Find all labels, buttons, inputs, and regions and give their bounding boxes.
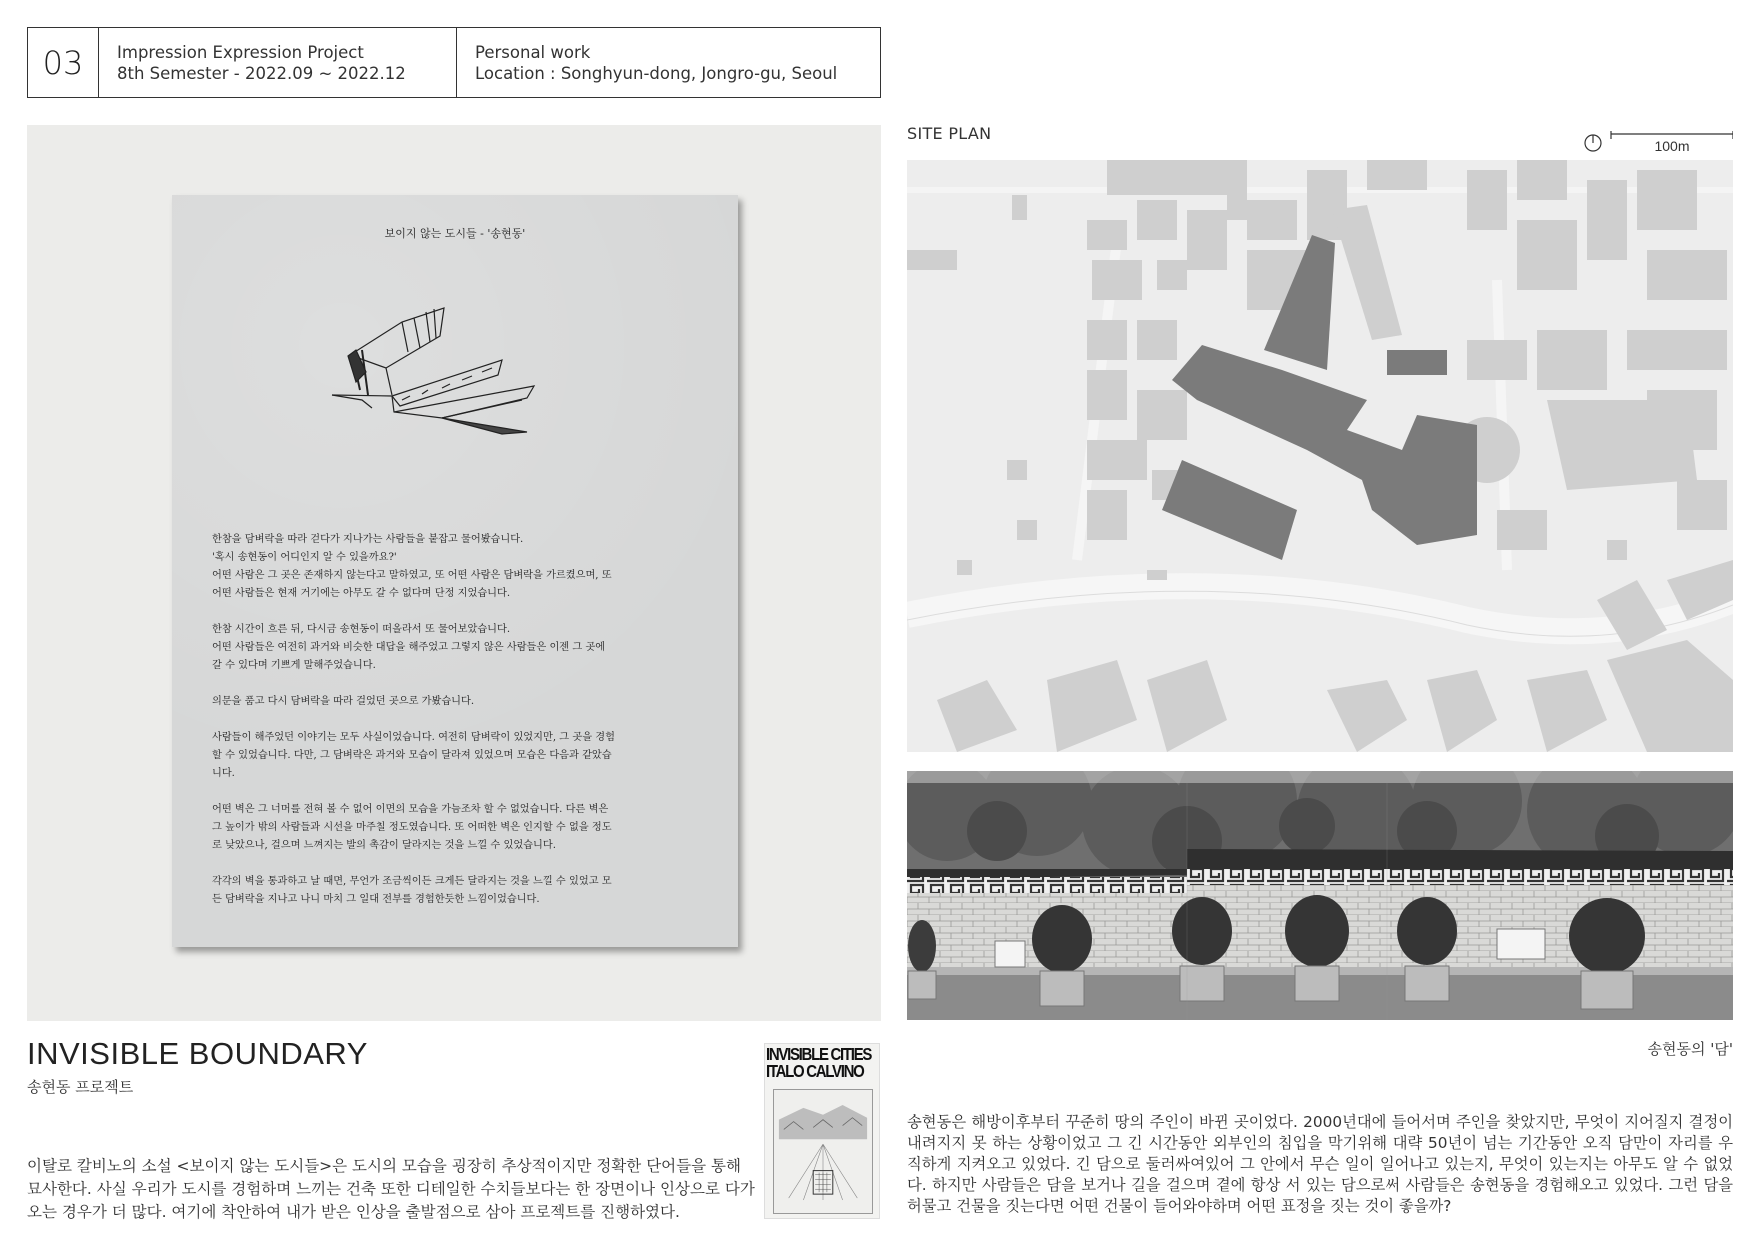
paper-paragraph-6 xyxy=(212,873,708,909)
paper-line: 어떤 사람들은 여전히 과거와 비슷한 대답을 해주었고 그렇지 않은 사람들은 이젠 그 곳에 xyxy=(212,642,606,653)
header-work-info xyxy=(457,28,880,97)
project-number: 03 xyxy=(28,28,99,97)
north-arrow-icon xyxy=(1585,135,1601,151)
header-box xyxy=(27,27,881,98)
book-cover-image xyxy=(764,1043,880,1219)
book-author: ITALO CALVINO xyxy=(766,1062,864,1082)
paper-line: 의문을 품고 다시 담벼락을 따라 걸었던 곳으로 가봤습니다. xyxy=(212,696,475,707)
paper-line: 어떤 사람들은 현재 거기에는 아무도 갈 수 없다며 단정 지었습니다. xyxy=(212,588,511,599)
paper-line: 어떤 벽은 그 너머를 전혀 볼 수 없어 이면의 모습을 가늠조차 할 수 없었습니다. 다른 벽은 xyxy=(212,804,609,815)
header-project-info xyxy=(99,28,457,97)
project-description: 이탈로 칼비노의 소설 <보이지 않는 도시들>은 도시의 모습을 굉장히 추상적이지만 정확한 단어들을 통해 묘사한다. 사실 우리가 도시를 경험하며 느끼는 건축 또한 디테일한 수치들보다는 한 장면이나 인상으로 다가오는 경우가 더 많다. 여기에 착안하여 내가 받은 인상을 출발점으로 삼아 프로젝트를 진행하였다. xyxy=(27,1157,755,1221)
paper-line: 니다. xyxy=(212,768,235,779)
site-plan-label: SITE PLAN xyxy=(907,124,992,143)
paper-line: 그 높이가 밖의 사람들과 시선을 마주칠 정도였습니다. 또 어떠한 벽은 인지할 수 없을 정도 xyxy=(212,822,612,833)
paper-line: 든 담벼락을 지나고 나니 마치 그 일대 전부를 경험한듯한 느낌이었습니다. xyxy=(212,894,540,905)
paper-line: 할 수 있었습니다. 다만, 그 담벼락은 과거와 모습이 달라져 있었으며 모습은 다음과 같았습 xyxy=(212,750,612,761)
semester-period: 8th Semester - 2022.09 ~ 2022.12 xyxy=(117,63,406,83)
paper-body xyxy=(212,531,708,927)
paper-paragraph-5 xyxy=(212,801,708,855)
paper-line: 각각의 벽을 통과하고 날 때면, 무언가 조금씩이든 크게든 달라지는 것을 느낄 수 있었고 모 xyxy=(212,876,612,887)
paper-paragraph-3 xyxy=(212,693,708,711)
site-plan-map xyxy=(907,160,1733,752)
paper-line: 어떤 사람은 그 곳은 존재하지 않는다고 말하였고, 또 어떤 사람은 담벼락을 가르켰으며, 또 xyxy=(212,570,612,581)
paper-paragraph-2 xyxy=(212,621,708,675)
paper-line: 한참을 담벼락을 따라 걷다가 지나가는 사람들을 붙잡고 물어봤습니다. xyxy=(212,534,524,545)
paper-line: 로 낮았으나, 걸으며 느껴지는 발의 촉감이 달라지는 것을 느낄 수 있었습니다. xyxy=(212,840,556,851)
book-title: INVISIBLE CITIES xyxy=(766,1045,872,1065)
paper-line: 갈 수 있다며 기쁘게 말해주었습니다. xyxy=(212,660,376,671)
north-arrow-and-scale-bar xyxy=(1583,131,1733,155)
scale-label: 100m xyxy=(1654,138,1690,154)
paper-line: 한참 시간이 흐른 뒤, 다시금 송현동이 떠올라서 또 물어보았습니다. xyxy=(212,624,511,635)
book-cover-illustration xyxy=(773,1089,873,1214)
paper-panel xyxy=(27,125,881,1021)
photo-caption: 송현동의 '담' xyxy=(1647,1040,1733,1058)
paper-paragraph-4 xyxy=(212,729,708,783)
roof-sketch-icon xyxy=(322,300,552,445)
paper-title: 보이지 않는 도시들 - '송현동' xyxy=(384,227,526,240)
site-description: 송현동은 해방이후부터 꾸준히 땅의 주인이 바뀐 곳이었다. 2000년대에 들어서며 주인을 찾았지만, 무엇이 지어질지 결정이 내려지지 못 하는 상황이었고 그 긴 시간동안 외부인의 침입을 막기위해 대략 50년이 넘는 기간동안 오직 담만이 자리를 우직하게 지켜오고 있었다. 긴 담으로 둘러싸여있어 그 안에서 무슨 일이 일어나고 있는지, 무엇이 있는지는 아무도 알 수 없었다. 하지만 사람들은 담을 보거나 길을 걸으며 곁에 항상 서 있는 담으로써 사람들은 송현동을 경험해오고 있었다. 그런 담을 허물고 건물을 짓는다면 어떤 건물이 들어와야하며 어떤 표정을 짓는 것이 좋을까? xyxy=(907,1113,1733,1215)
project-subtitle: 송현동 프로젝트 xyxy=(27,1078,134,1096)
story-paper xyxy=(172,195,738,947)
paper-line: 사람들이 해주었던 이야기는 모두 사실이었습니다. 여전히 담벼락이 있었지만, 그 곳을 경험 xyxy=(212,732,615,743)
wall-photo xyxy=(907,771,1733,1020)
project-name: Impression Expression Project xyxy=(117,42,364,62)
paper-line: '혹시 송현동이 어디인지 알 수 있을까요?' xyxy=(212,552,397,563)
project-title: INVISIBLE BOUNDARY xyxy=(27,1036,368,1071)
work-type: Personal work xyxy=(475,42,591,62)
paper-paragraph-1 xyxy=(212,531,708,603)
location: Location : Songhyun-dong, Jongro-gu, Seoul xyxy=(475,63,838,83)
